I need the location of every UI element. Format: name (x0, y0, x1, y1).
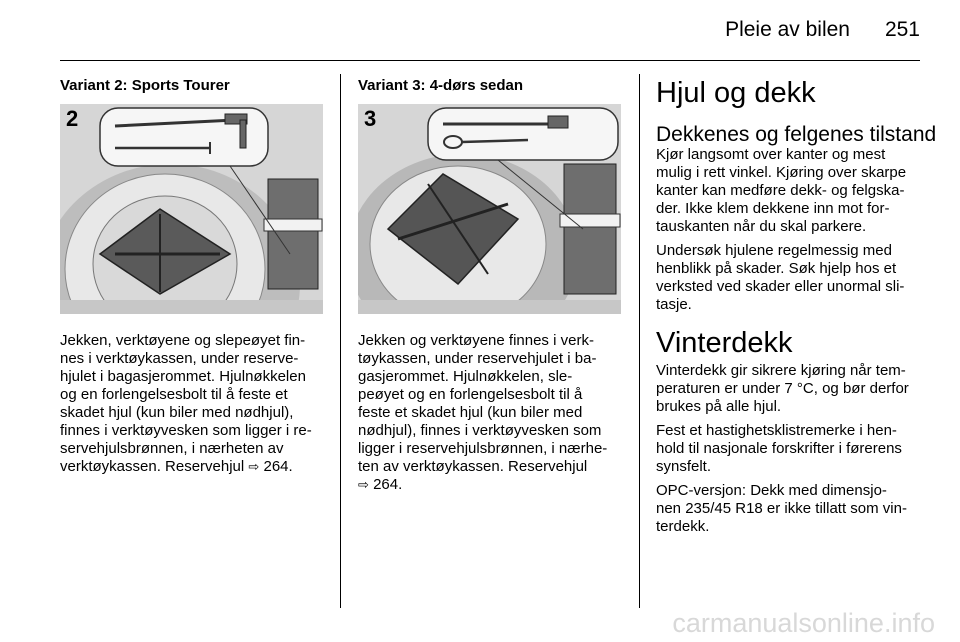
text-line: feste et skadet hjul (kun biler med (358, 404, 583, 421)
text-line: servehjulsbrønnen, i nærheten av (60, 440, 284, 457)
text-line: Vinterdekk gir sikrere kjøring når tem- (656, 362, 906, 379)
column-variant-3 (358, 76, 628, 494)
winter-tyres-paragraph-2 (656, 422, 926, 476)
text-line: ten av verktøykassen. Reservehjul (358, 458, 588, 475)
text-segment: verktøykassen. Reservehjul (60, 458, 249, 475)
text-line: nes i verktøykassen, under reserve- (60, 350, 299, 367)
header-rule (60, 60, 920, 61)
figure-sports-tourer (60, 104, 323, 314)
text-line: ligger i reservehjulsbrønnen, i nærhe- (358, 440, 608, 457)
text-line: og en forlengelsesbolt til å feste et (60, 386, 288, 403)
tyre-condition-paragraph-1 (656, 146, 926, 236)
arrow-icon[interactable]: ⇨ (358, 477, 369, 492)
text-line-reference (358, 476, 628, 494)
winter-tyres-heading: Vinterdekk (656, 327, 793, 359)
text-line: kanter kan medføre dekk- og felgska- (656, 182, 905, 199)
text-line: tasje. (656, 296, 692, 313)
text-line: skadet hjul (kun biler med nødhjul), (60, 404, 294, 421)
arrow-icon[interactable]: ⇨ (248, 459, 260, 474)
column-variant-2 (60, 76, 330, 476)
text-line-reference (60, 458, 330, 476)
text-line: synsfelt. (656, 458, 712, 475)
text-line: hjulet i bagasjerommet. Hjulnøkkelen (60, 368, 306, 385)
watermark: carmanualsonline.info (672, 608, 935, 638)
sedan-toolkit-illustration (358, 104, 621, 314)
text-line: tauskanten når du skal parkere. (656, 218, 867, 235)
text-line: Jekken og verktøyene finnes i verk- (358, 332, 594, 349)
variant-2-heading: Variant 2: Sports Tourer (60, 77, 230, 94)
text-line: mulig i rett vinkel. Kjøring over skarpe (656, 164, 907, 181)
text-line: der. Ikke klem dekkene inn mot for- (656, 200, 890, 217)
text-line: Jekken, verktøyene og slepeøyet fin- (60, 332, 306, 349)
text-line: Fest et hastighetsklistremerke i hen- (656, 422, 897, 439)
page-reference-link[interactable]: 264. (263, 458, 293, 475)
column-divider-2 (639, 74, 640, 608)
text-line: peøyet og en forlengelsesbolt til å (358, 386, 583, 403)
text-line: tøykassen, under reservehjulet i ba- (358, 350, 597, 367)
variant-2-paragraph (60, 332, 330, 476)
variant-3-heading: Variant 3: 4-dørs sedan (358, 77, 524, 94)
column-wheels-tyres (656, 77, 937, 536)
text-line: hold til nasjonale forskrifter i førerens (656, 440, 902, 457)
text-line: OPC-versjon: Dekk med dimensjo- (656, 482, 887, 499)
sports-tourer-toolkit-illustration (60, 104, 323, 314)
tyre-condition-paragraph-2 (656, 242, 926, 314)
page-reference-link[interactable]: 264. (373, 476, 403, 493)
figure-label-2: 2 (66, 106, 79, 131)
text-line: gasjerommet. Hjulnøkkelen, sle- (358, 368, 573, 385)
variant-3-paragraph (358, 332, 628, 494)
figure-sedan (358, 104, 621, 314)
text-line: brukes på alle hjul. (656, 398, 782, 415)
figure-label-3: 3 (364, 106, 377, 131)
winter-tyres-paragraph-3 (656, 482, 926, 536)
text-line: peraturen er under 7 °C, og bør derfor (656, 380, 909, 397)
winter-tyres-paragraph-1 (656, 362, 926, 416)
page-number: 251 (884, 18, 920, 41)
text-line: henblikk på skader. Søk hjelp hos et (656, 260, 897, 277)
text-line: terdekk. (656, 518, 710, 535)
text-line: nødhjul), finnes i verktøyvesken som (358, 422, 602, 439)
text-line: verksted ved skader eller unormal sli- (656, 278, 905, 295)
text-line: finnes i verktøyvesken som ligger i re- (60, 422, 312, 439)
text-line: nen 235/45 R18 er ikke tillatt som vin- (656, 500, 907, 517)
page-header-title: Pleie av bilen (725, 18, 850, 41)
tyre-condition-heading: Dekkenes og felgenes tilstand (656, 123, 937, 146)
section-title: Hjul og dekk (656, 77, 816, 109)
column-divider-1 (340, 74, 341, 608)
text-line: Kjør langsomt over kanter og mest (656, 146, 886, 163)
text-line: Undersøk hjulene regelmessig med (656, 242, 892, 259)
